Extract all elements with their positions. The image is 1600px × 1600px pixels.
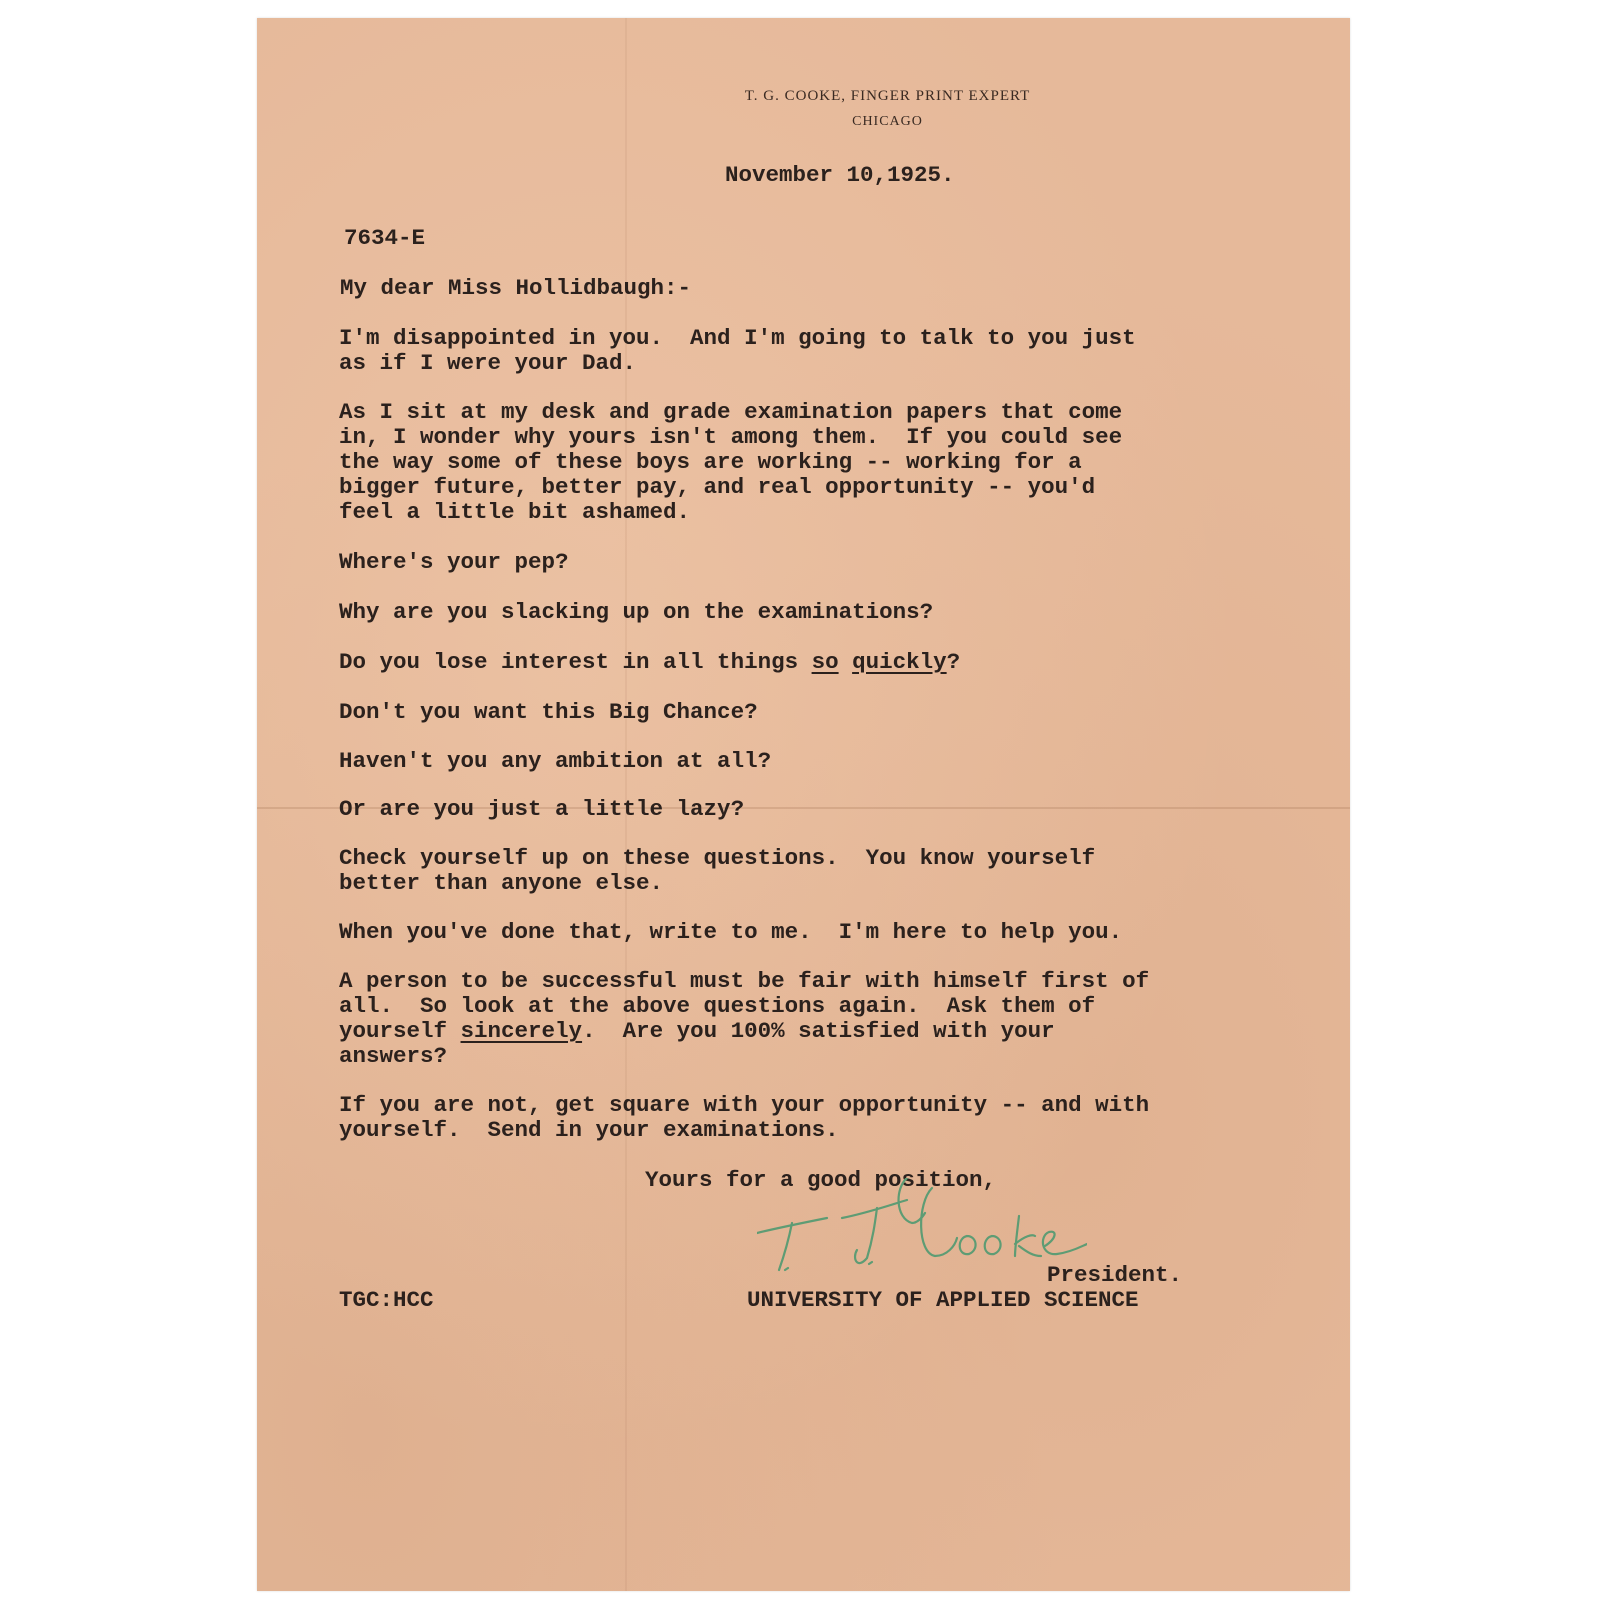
question-interest [339, 650, 960, 675]
paragraph-line: I'm disappointed in you. And I'm going to talk to you just [339, 325, 1136, 351]
paragraph-3 [339, 846, 1095, 896]
underlined-word: sincerely [460, 1018, 583, 1044]
letterhead-city: CHICAGO [852, 114, 923, 129]
signer-title: President. [1047, 1262, 1183, 1288]
question-text: Do you lose interest in all things [339, 649, 812, 675]
closing: Yours for a good position, [645, 1167, 997, 1193]
letter-date: November 10,1925. [725, 162, 955, 188]
typist-initials: TGC:HCC [339, 1287, 434, 1313]
paragraph-line: the way some of these boys are working -- working for a [339, 449, 1082, 475]
reference-number: 7634-E [344, 225, 426, 251]
paragraph-line: all. So look at the above questions again. Ask them of [339, 993, 1096, 1019]
paragraph-line: feel a little bit ashamed. [339, 499, 691, 525]
paragraph-line: yourself. Send in your examinations. [339, 1117, 839, 1143]
paragraph-line: bigger future, better pay, and real opportunity -- you'd [339, 474, 1096, 500]
letter-page [257, 18, 1350, 1591]
underlined-word: so [811, 649, 839, 675]
underlined-word: quickly [852, 649, 947, 675]
letterhead-name: T. G. COOKE, FINGER PRINT EXPERT [744, 88, 1031, 104]
question-slacking: Why are you slacking up on the examinations? [339, 599, 934, 625]
paragraph-1 [339, 326, 1136, 376]
paragraph-line: Check yourself up on these questions. You know yourself [339, 845, 1096, 871]
handwritten-signature [757, 1178, 1087, 1288]
question-ambition: Haven't you any ambition at all? [339, 748, 772, 774]
paragraph-2 [339, 400, 1122, 525]
paragraph-line: in, I wonder why yours isn't among them. If you could see [339, 424, 1123, 450]
organization-name: UNIVERSITY OF APPLIED SCIENCE [747, 1287, 1139, 1313]
paragraph-line: better than anyone else. [339, 870, 664, 896]
space [839, 649, 853, 675]
paragraph-6 [339, 1093, 1149, 1143]
question-mark: ? [946, 649, 961, 675]
question-big-chance: Don't you want this Big Chance? [339, 699, 758, 725]
salutation: My dear Miss Hollidbaugh:- [340, 275, 692, 301]
paragraph-line: answers? [339, 1043, 448, 1069]
question-lazy: Or are you just a little lazy? [339, 796, 745, 822]
paragraph-line: yourself [339, 1018, 461, 1044]
paragraph-5 [339, 969, 1149, 1069]
paragraph-line: If you are not, get square with your opportunity -- and with [339, 1092, 1150, 1118]
paragraph-line: . Are you 100% satisfied with your [582, 1018, 1055, 1044]
paragraph-line: as if I were your Dad. [339, 350, 637, 376]
paragraph-4: When you've done that, write to me. I'm here to help you. [339, 919, 1123, 945]
paragraph-line: A person to be successful must be fair with himself first of [339, 968, 1150, 994]
question-pep: Where's your pep? [339, 549, 569, 575]
paragraph-line: As I sit at my desk and grade examination papers that come [339, 399, 1123, 425]
